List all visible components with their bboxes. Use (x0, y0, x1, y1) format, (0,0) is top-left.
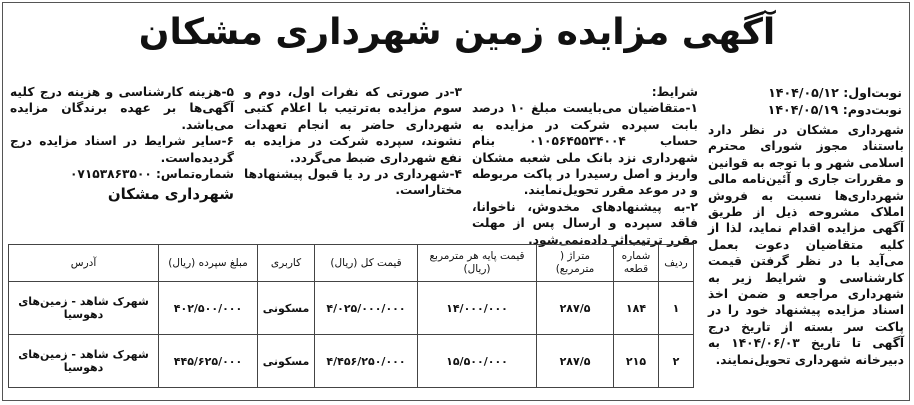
properties-table (8, 244, 694, 388)
conditions-column-2 (244, 84, 462, 199)
header-row-number: ردیف (659, 245, 694, 282)
header-area: متراژ ( مترمربع) (537, 245, 614, 282)
first-publication-date: نوبت‌اول: ۱۴۰۴/۰۵/۱۲ (768, 85, 902, 100)
cell-address: شهرک شاهد - زمین‌های دهوسیا (9, 282, 159, 335)
cell-area: ۲۸۷/۵ (537, 335, 614, 388)
table-row (9, 282, 694, 335)
condition-5: ۵-هزینه کارشناسی و هزینه درج کلیه آگهی‌ها بر عهده برندگان مزایده می‌باشد. (10, 85, 234, 132)
header-address: آدرس (9, 245, 159, 282)
header-parcel-number: شماره قطعه (614, 245, 659, 282)
cell-base-price: ۱۵/۵۰۰/۰۰۰ (418, 335, 537, 388)
cell-usage: مسکونی (258, 282, 315, 335)
intro-column (708, 122, 904, 368)
cell-parcel-number: ۲۱۵ (614, 335, 659, 388)
cell-address: شهرک شاهد - زمین‌های دهوسیا (9, 335, 159, 388)
contact-phone: شماره‌تماس: ۰۷۱۵۳۸۶۳۵۰۰ (69, 167, 234, 182)
conditions-column-1 (472, 84, 698, 248)
cell-row-number: ۲ (659, 335, 694, 388)
cell-row-number: ۱ (659, 282, 694, 335)
notice-title: آگهی مزایده زمین شهرداری مشکان (138, 12, 776, 53)
condition-3: ۳-در صورتی که نفرات اول، دوم و سوم مزایده به‌ترتیب با اعلام کتبی شهرداری حاضر به انجام تعهدات نشوند، سپرده شرکت در مزایده به نفع شهرداری ضبط می‌گردد. (244, 85, 462, 165)
cell-area: ۲۸۷/۵ (537, 282, 614, 335)
cell-parcel-number: ۱۸۴ (614, 282, 659, 335)
header-total-price: قیمت کل (ریال) (315, 245, 418, 282)
cell-usage: مسکونی (258, 335, 315, 388)
table-header-row (9, 245, 694, 282)
condition-1: ۱-متقاضیان می‌بایست مبلغ ۱۰ درصد بابت سپرده شرکت در مزایده به حساب ۰۱۰۵۶۴۵۵۳۴۰۰۴ بنام شهرداری نزد بانک ملی شعبه مشکان واریز و اصل رسیدرا در پاکت مربوطه و در موعد مقرر تحویل‌نمایند. (472, 101, 698, 198)
cell-deposit: ۴۰۲/۵۰۰/۰۰۰ (159, 282, 258, 335)
conditions-heading: شرایط: (651, 85, 698, 99)
conditions-column-3 (10, 84, 234, 203)
cell-base-price: ۱۴/۰۰۰/۰۰۰ (418, 282, 537, 335)
header-usage: کاربری (258, 245, 315, 282)
cell-deposit: ۴۴۵/۶۲۵/۰۰۰ (159, 335, 258, 388)
signature: شهرداری مشکان (107, 185, 234, 204)
cell-total-price: ۴/۴۵۶/۲۵۰/۰۰۰ (315, 335, 418, 388)
condition-6: ۶-سایر شرایط در اسناد مزایده درج گردیده‌است. (10, 134, 234, 165)
condition-4: ۴-شهرداری در رد یا قبول پیشنهادها مختاراست. (244, 167, 462, 198)
header-deposit: مبلغ سپرده (ریال) (159, 245, 258, 282)
cell-total-price: ۴/۰۲۵/۰۰۰/۰۰۰ (315, 282, 418, 335)
publication-dates (712, 84, 902, 118)
intro-text: شهرداری مشکان در نظر دارد باستناد مجوز شورای محترم اسلامی شهر و با توجه به قوانین و مقررات جاری و آئین‌نامه مالی شهرداری‌ها نسبت به فروش املاک مشروحه ذیل از طریق آگهی مزایده اقدام نماید، لذا از کلیه متقاضیان دعوت بعمل می‌آید با در نظر گرفتن قیمت کارشناسی و شرایط زیر به شهرداری مراجعه و ضمن اخذ اسناد مزایده پیشنهاد خود را در پاکت سر بسته از تاریخ درج آگهی تا تاریخ ۱۴۰۴/۰۶/۰۳ به دبیرخانه شهرداری تحویل‌نمایند. (708, 123, 904, 367)
header-base-price: قیمت پایه هر مترمربع (ریال) (418, 245, 537, 282)
condition-2: ۲-به پیشنهادهای مخدوش، ناخوانا، فاقد سپرده و ارسال پس از مهلت مقرر ترتیب‌اثر داده‌نمی‌شود. (472, 199, 698, 247)
table-row (9, 335, 694, 388)
second-publication-date: نوبت‌دوم: ۱۴۰۴/۰۵/۱۹ (767, 102, 902, 117)
